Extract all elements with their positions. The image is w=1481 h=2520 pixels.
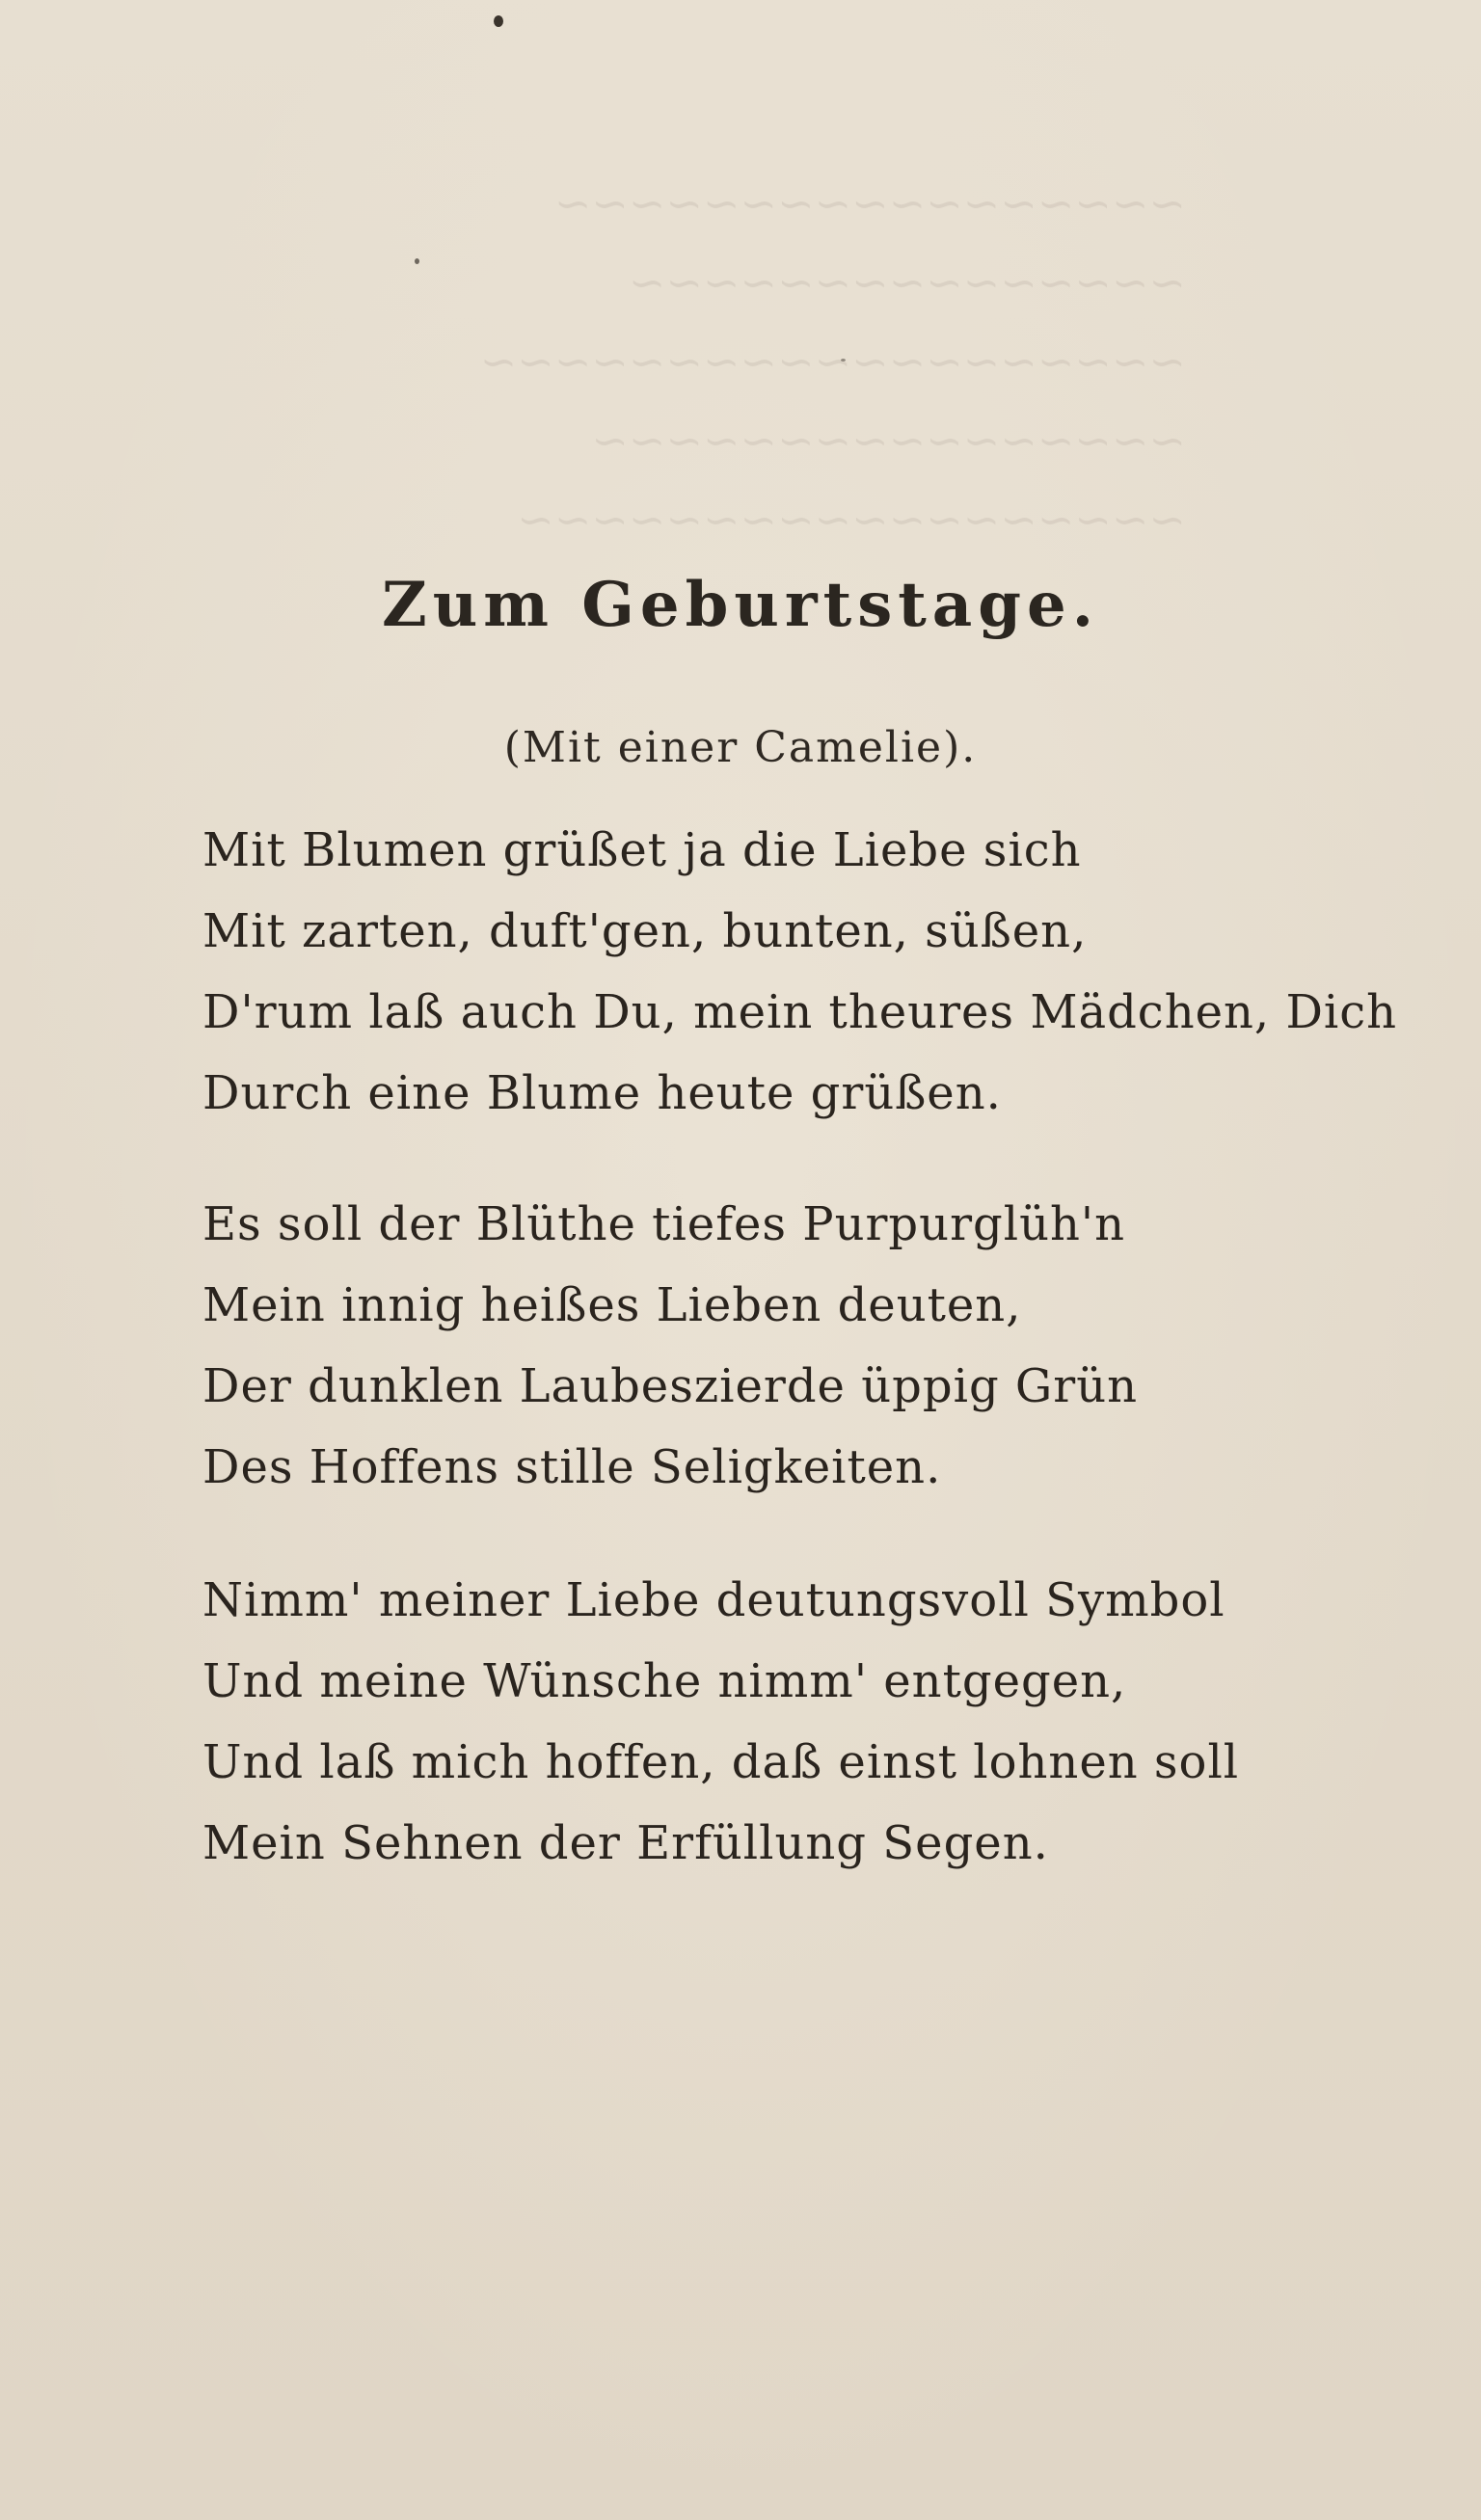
poem-line: Und laß mich hoffen, daß einst lohnen soll	[202, 1735, 1240, 1789]
poem-line: Durch eine Blume heute grüßen.	[202, 1066, 1002, 1120]
poem-line: Der dunklen Laubeszierde üppig Grün	[202, 1359, 1139, 1413]
poem-line: Mit Blumen grüßet ja die Liebe sich	[202, 823, 1082, 877]
poem-line: Mit zarten, duft'gen, bunten, süßen,	[202, 904, 1088, 958]
ink-speck	[841, 359, 846, 362]
ink-speck	[415, 258, 419, 264]
poem-line: D'rum laß auch Du, mein theures Mädchen, Dich	[202, 985, 1398, 1039]
stanza	[202, 1560, 1360, 1884]
poem-line: Mein innig heißes Lieben deuten,	[202, 1278, 1022, 1332]
poem-line: Nimm' meiner Liebe deutungsvoll Symbol	[202, 1573, 1225, 1627]
poem-line: Und meine Wünsche nimm' entgegen,	[202, 1654, 1127, 1708]
poem-line: Mein Sehnen der Erfüllung Segen.	[202, 1816, 1049, 1870]
poem-line: Es soll der Blüthe tiefes Purpurglüh'n	[202, 1197, 1126, 1251]
poem-title: Zum Geburtstage.	[382, 569, 1099, 641]
stanza	[202, 1184, 1360, 1508]
stanza	[202, 810, 1398, 1134]
poem-line: Des Hoffens stille Seligkeiten.	[202, 1440, 942, 1494]
poem-subtitle: (Mit einer Camelie).	[503, 723, 978, 772]
reverse-side-show-through: ~~~~~~~~~~~~~~~~~ ~~~~~~~~~~~~~~~ ~~~~~~~~~~~~~~~~~~~ ~~~~~~~~~~~~~~~~ ~~~~~~~~~~~~~~~~~~	[479, 177, 1186, 546]
ink-speck	[494, 15, 503, 27]
